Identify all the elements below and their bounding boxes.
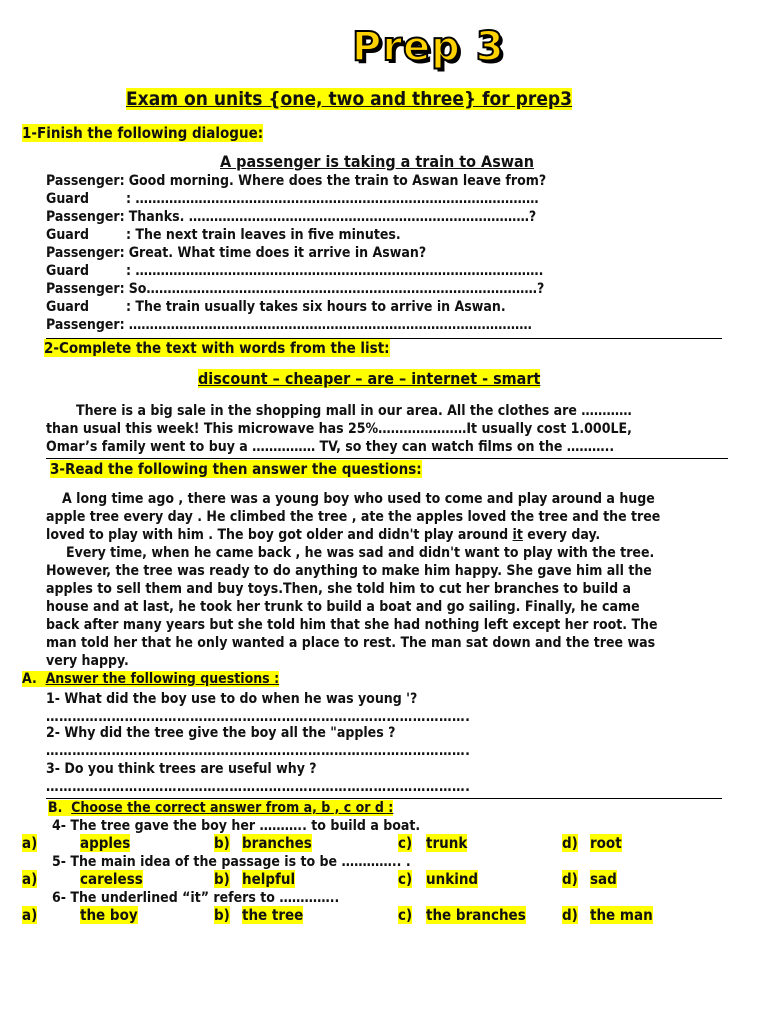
- exam-heading: Exam on units {one, two and three} for prep3: [126, 88, 573, 110]
- passage-line: A long time ago , there was a young boy who used to come and play around a huge: [62, 491, 655, 507]
- option-text[interactable]: the branches: [426, 906, 526, 924]
- partA-heading: A. Answer the following questions :: [22, 671, 280, 687]
- passage-line: apple tree every day . He climbed the tree , ate the apples loved the tree and the tree: [46, 509, 661, 525]
- section2-text-line: Omar’s family went to buy a …………… TV, so they can watch films on the ………..: [46, 439, 615, 455]
- option-letter[interactable]: c): [398, 906, 413, 924]
- option-letter[interactable]: c): [398, 870, 413, 888]
- dialogue-text: : …………………………………………………………………………………….: [126, 263, 544, 279]
- option-text[interactable]: helpful: [242, 870, 296, 888]
- dialogue-text: So…………………………………………………………………………………?: [128, 281, 545, 297]
- option-text[interactable]: apples: [80, 834, 131, 852]
- option-text[interactable]: root: [590, 834, 622, 852]
- speaker-label: Guard: [46, 227, 90, 243]
- mcq-question: 5- The main idea of the passage is to be ………….. .: [52, 854, 411, 870]
- option-text[interactable]: the man: [590, 906, 653, 924]
- option-text[interactable]: branches: [242, 834, 312, 852]
- speaker-label: Passenger:: [46, 317, 125, 333]
- section1-heading: 1-Finish the following dialogue:: [22, 124, 264, 142]
- dialogue-text: : ……………………………………………………………………………………: [126, 191, 539, 207]
- option-text[interactable]: trunk: [426, 834, 468, 852]
- speaker-label: Guard: [46, 299, 90, 315]
- mcq-question: 4- The tree gave the boy her ……….. to build a boat.: [52, 818, 421, 834]
- answer-line[interactable]: …………………………………………………………………………………….: [46, 743, 471, 759]
- option-text[interactable]: careless: [80, 870, 143, 888]
- dialogue-text: ……………………………………………………………………………………: [128, 317, 532, 333]
- partB-heading: B. Choose the correct answer from a, b , c or d :: [48, 800, 394, 816]
- option-letter[interactable]: d): [562, 906, 578, 924]
- dialogue-line: [46, 172, 546, 190]
- mcq-question: 6- The underlined “it” refers to …………..: [52, 890, 340, 906]
- option-letter[interactable]: b): [214, 834, 230, 852]
- dialogue-line: [46, 262, 543, 280]
- underlined-it: it: [512, 527, 523, 543]
- passage-line: Every time, when he came back , he was sad and didn't want to play with the tree.: [66, 545, 655, 561]
- dialogue-text: Great. What time does it arrive in Aswan?: [128, 245, 427, 261]
- speaker-label: Guard: [46, 263, 90, 279]
- answer-line[interactable]: …………………………………………………………………………………….: [46, 709, 471, 725]
- option-letter[interactable]: a): [22, 906, 38, 924]
- option-text[interactable]: the boy: [80, 906, 138, 924]
- question-2: 2- Why did the tree give the boy all the "apples ?: [46, 725, 396, 741]
- passage-line: house and at last, he took her trunk to build a boat and go sailing. Finally, he came: [46, 599, 640, 615]
- dialogue-line: [46, 208, 536, 226]
- option-letter[interactable]: b): [214, 906, 230, 924]
- option-letter[interactable]: d): [562, 834, 578, 852]
- option-text[interactable]: the tree: [242, 906, 304, 924]
- speaker-label: Passenger:: [46, 209, 125, 225]
- option-letter[interactable]: a): [22, 834, 38, 852]
- dialogue-line: [46, 226, 401, 244]
- section2-text-line: than usual this week! This microwave has 25%…………………It usually cost 1.000LE,: [46, 421, 632, 437]
- section2-text-line: There is a big sale in the shopping mall in our area. All the clothes are …………: [76, 403, 632, 419]
- dialogue-subtitle: A passenger is taking a train to Aswan: [220, 152, 535, 171]
- page-title: Prep 3: [352, 24, 505, 70]
- speaker-label: Passenger:: [46, 173, 125, 189]
- passage-line: apples to sell them and buy toys.Then, she told him to cut her branches to build a: [46, 581, 631, 597]
- dialogue-text: : The train usually takes six hours to arrive in Aswan.: [126, 299, 506, 315]
- answer-line[interactable]: …………………………………………………………………………………….: [46, 779, 471, 795]
- dialogue-line: [46, 280, 544, 298]
- dialogue-text: : The next train leaves in five minutes.: [126, 227, 401, 243]
- option-letter[interactable]: c): [398, 834, 413, 852]
- speaker-label: Guard: [46, 191, 90, 207]
- passage-line: very happy.: [46, 653, 129, 669]
- speaker-label: Passenger:: [46, 245, 125, 261]
- dialogue-line: [46, 244, 426, 262]
- passage-line: man told her that he only wanted a place to rest. The man sat down and the tree was: [46, 635, 656, 651]
- option-letter[interactable]: d): [562, 870, 578, 888]
- dialogue-line: [46, 190, 539, 208]
- divider: [46, 458, 728, 459]
- section3-heading: 3-Read the following then answer the questions:: [50, 460, 422, 478]
- option-text[interactable]: sad: [590, 870, 617, 888]
- dialogue-line: [46, 298, 506, 316]
- word-list: discount – cheaper – are – internet - smart: [198, 369, 541, 388]
- passage-line: loved to play with him . The boy got older and didn't play around it every day.: [46, 527, 601, 543]
- option-letter[interactable]: a): [22, 870, 38, 888]
- dialogue-text: Thanks. ………………………………………………………………………?: [128, 209, 537, 225]
- option-text[interactable]: unkind: [426, 870, 479, 888]
- section2-heading: 2-Complete the text with words from the list:: [44, 339, 390, 357]
- passage-line: However, the tree was ready to do anything to make him happy. She gave him all the: [46, 563, 652, 579]
- passage-line: back after many years but she told him that she had nothing left except her root. The: [46, 617, 658, 633]
- dialogue-line: [46, 316, 532, 334]
- speaker-label: Passenger:: [46, 281, 125, 297]
- question-1: 1- What did the boy use to do when he was young '?: [46, 691, 418, 707]
- question-3: 3- Do you think trees are useful why ?: [46, 761, 317, 777]
- option-letter[interactable]: b): [214, 870, 230, 888]
- dialogue-text: Good morning. Where does the train to Aswan leave from?: [128, 173, 547, 189]
